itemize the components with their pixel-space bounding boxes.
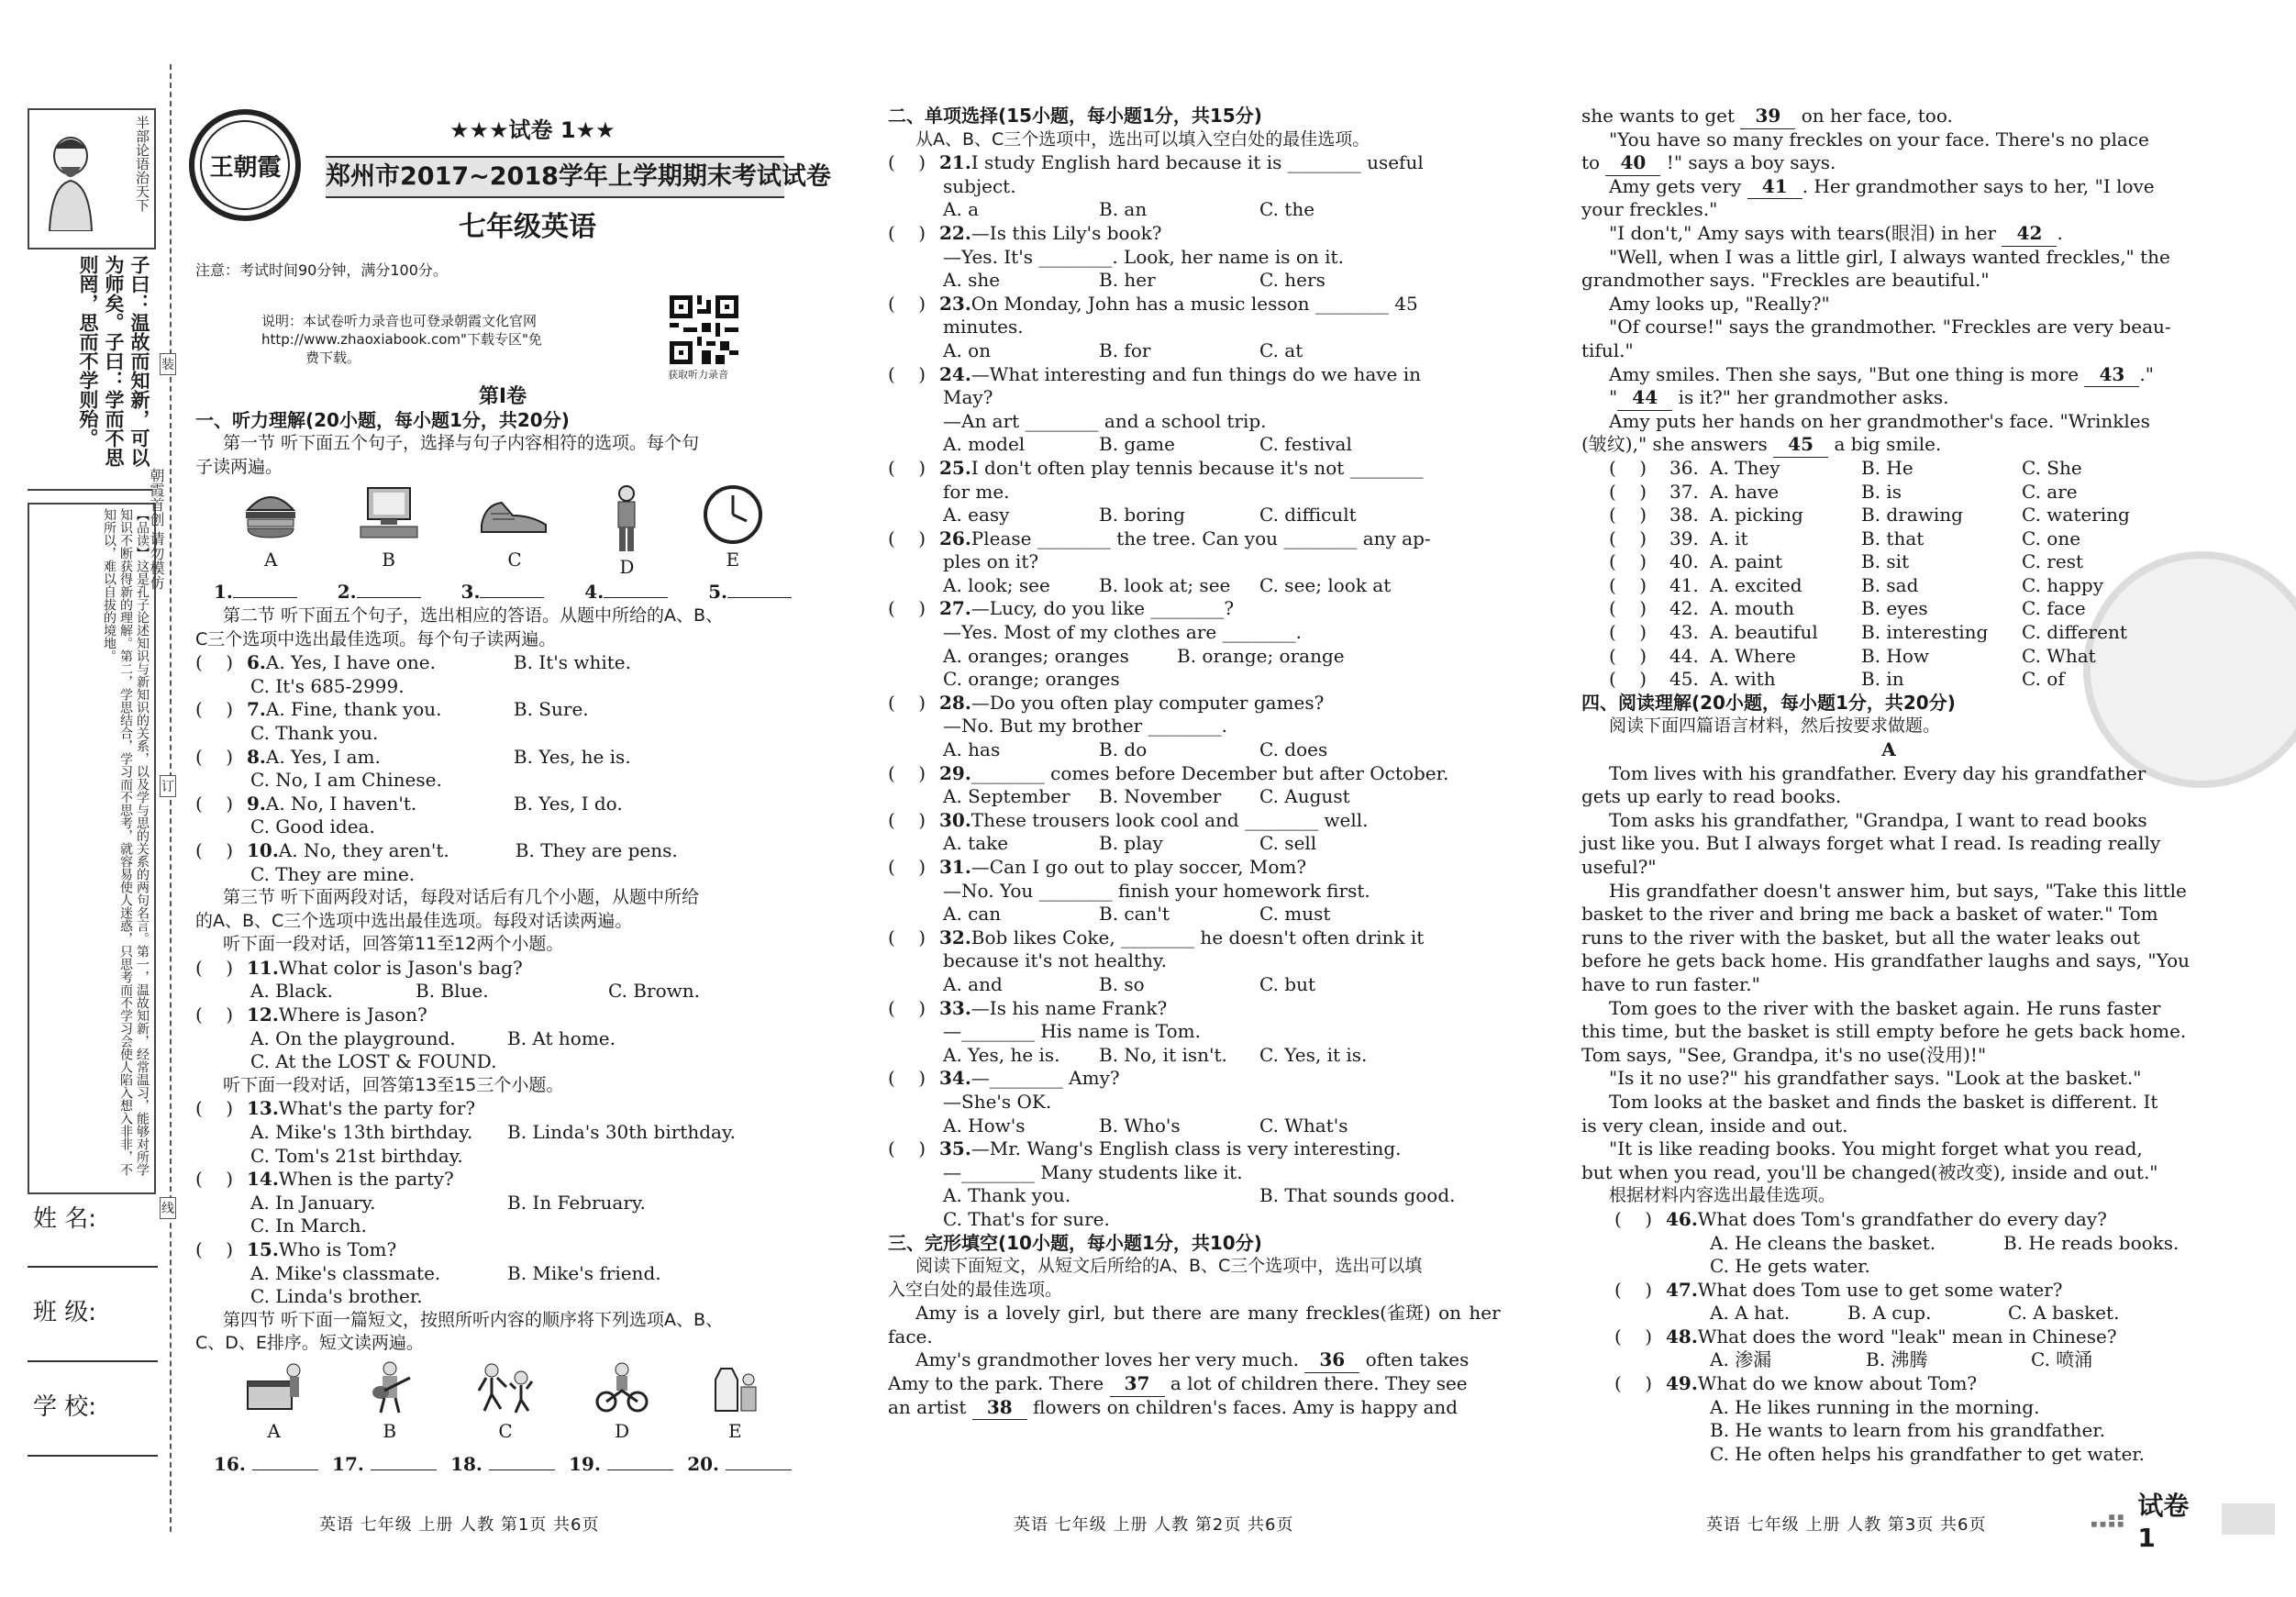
cloze-blank-36[interactable]: 36 [1304, 1348, 1359, 1373]
question-12[interactable]: ( ) 12. Where is Jason? [195, 1004, 427, 1026]
q31-options: A. can B. can't C. must [943, 903, 1331, 926]
cloze-inst-2: 入空白处的最佳选项。 [888, 1279, 1063, 1300]
picture-letter-d: D [619, 556, 635, 579]
passage-line: but when you read, you'll be changed(被改变), inside and out." [1581, 1160, 2158, 1183]
cloze-option-row[interactable]: ( ) 45. A. with B. in C. of [1609, 668, 2065, 691]
q10-option-c: C. They are mine. [250, 862, 416, 885]
section-cloze: 三、完形填空(10小题，每小题1分，共10分) [888, 1231, 1262, 1254]
question-32[interactable]: ( ) 32. Bob likes Coke, ________ he doesn't often drink it [888, 926, 1425, 948]
cloze-line-6: she wants to get 39 on her face, too. [1581, 105, 2196, 128]
cloze-line-14: Amy looks up, "Really?" [1609, 292, 1830, 315]
blank-17[interactable]: 17. [332, 1453, 437, 1477]
page1-footer: 英语 七年级 上册 人教 第1页 共6页 [319, 1515, 600, 1535]
class-label: 班 级: [33, 1299, 97, 1326]
name-field[interactable] [28, 1266, 158, 1268]
passage-line: Tom looks at the basket and finds the basket is different. It [1609, 1090, 2158, 1113]
computer-picture [357, 484, 421, 581]
reading-box [28, 503, 156, 1194]
page2-column [888, 105, 1503, 1419]
blank-20[interactable]: 20. [687, 1453, 792, 1477]
q22-line-2: —Yes. It's ________. Look, her name is on it. [943, 245, 1344, 268]
cloze-line-1: Amy is a lovely girl, but there are many freckles(雀斑) on her [915, 1302, 1501, 1325]
s3-inst-4: 听下面一段对话，回答第13至15三个小题。 [223, 1074, 564, 1095]
cloze-inst: 阅读下面短文，从短文后所给的A、B、C三个选项中，选出可以填 [915, 1256, 1423, 1277]
picture2-letter-c: C [498, 1419, 513, 1442]
passage-line: this time, but the basket is still empty before he gets back home. [1581, 1020, 2187, 1043]
passage-line: gets up early to read books. [1581, 785, 1842, 808]
question-35[interactable]: ( ) 35. —Mr. Wang's English class is very interesting. [888, 1137, 1402, 1160]
cloze-blank-39[interactable]: 39 [1740, 105, 1795, 129]
page1-column [195, 385, 810, 1477]
corner-gray-block [2222, 1503, 2275, 1535]
q28-line-2: —No. But my brother ________. [943, 715, 1227, 738]
q7-option-c: C. Thank you. [250, 721, 379, 744]
burger-picture [242, 484, 299, 581]
passage-line: just like you. But I always forget what I read. Is reading really [1581, 832, 2161, 855]
q15-options: A. Mike's classmate. B. Mike's friend. [250, 1261, 661, 1284]
q34-line-2: —She's OK. [943, 1090, 1052, 1113]
confucius-portrait [39, 130, 103, 231]
cloze-option-row[interactable]: ( ) 43. A. beautiful B. interesting C. different [1609, 621, 2127, 644]
q28-options: A. has B. do C. does [943, 738, 1328, 761]
binding-line [170, 64, 172, 1532]
boy-picture [608, 484, 645, 581]
cloze-option-row[interactable]: ( ) 40. A. paint B. sit C. rest [1609, 550, 2084, 573]
cloze-option-row[interactable]: ( ) 42. A. mouth B. eyes C. face [1609, 597, 2086, 620]
cloze-blank-45[interactable]: 45 [1773, 433, 1828, 458]
question-29[interactable]: ( ) 29. ________ comes before December but after October. [888, 761, 1449, 784]
q32-continued: because it's not healthy. [943, 949, 1167, 972]
passage-line: useful?" [1581, 856, 1657, 878]
question-9[interactable]: ( ) 9. A. No, I haven't. B. Yes, I do. [195, 792, 623, 815]
cloze-line-5: an artist 38 flowers on children's faces. Amy is happy and [888, 1396, 1503, 1420]
passage-line: Tom lives with his grandfather. Every day his grandfather [1609, 761, 2146, 784]
qr-code[interactable] [670, 295, 738, 364]
s4-inst: 第四节 听下面一篇短文，按照所听内容的顺序将下列选项A、B、 [223, 1309, 724, 1330]
cloze-line-11: "I don't," Amy says with tears(眼泪) in her 42 . [1581, 222, 2196, 246]
cloze-options [1581, 457, 2196, 692]
question-34[interactable]: ( ) 34. —________ Amy? [888, 1067, 1120, 1090]
question-25[interactable]: ( ) 25. I don't often play tennis because it's not ________ [888, 456, 1424, 479]
page3-column [1581, 105, 2196, 1466]
school-label: 学 校: [33, 1393, 97, 1421]
question-30[interactable]: ( ) 30. These trousers look cool and ________ well. [888, 808, 1369, 831]
q8-option-c: C. No, I am Chinese. [250, 769, 442, 792]
blank-3[interactable]: 3. [461, 581, 545, 604]
question-31[interactable]: ( ) 31. —Can I go out to play soccer, Mom? [888, 856, 1307, 878]
cloze-option-row[interactable]: ( ) 37. A. have B. is C. are [1609, 480, 2078, 503]
blank-18[interactable]: 18. [450, 1453, 555, 1477]
q23-options: A. on B. for C. at [943, 338, 1303, 361]
piano-picture [242, 1361, 306, 1453]
picture-letter-c: C [507, 549, 522, 571]
cloze-line-7: "You have so many freckles on your face. There's no place [1609, 128, 2149, 150]
s3-inst-3: 听下面一段对话，回答第11至12两个小题。 [223, 934, 564, 955]
q35-option-c: C. That's for sure. [943, 1207, 1110, 1230]
motto-text: 半部论语治天下 [134, 116, 150, 212]
q21-options: A. a B. an C. the [943, 198, 1315, 221]
question-47[interactable]: ( ) 47. What does Tom use to get some water? [1614, 1278, 2063, 1301]
cloze-blank-44[interactable]: 44 [1617, 386, 1672, 411]
cloze-line-4: Amy to the park. There 37 a lot of children there. They see [888, 1372, 1503, 1396]
seal-char-3: 线 [160, 1197, 176, 1219]
q12-option-c: C. At the LOST & FOUND. [250, 1050, 497, 1073]
cloze-line-9: Amy gets very 41 . Her grandmother says to her, "I love [1581, 175, 2196, 199]
s4-inst-2: C、D、E排序。短文读两遍。 [195, 1333, 424, 1354]
cloze-line-12: "Well, when I was a little girl, I always wanted freckles," the [1609, 245, 2170, 268]
q24-continued: May? [943, 386, 993, 409]
q24-line-2: —An art ________ and a school trip. [943, 409, 1267, 432]
q6-option-c: C. It's 685-2999. [250, 674, 405, 697]
cloze-line-13: grandmother says. "Freckles are beautiful." [1581, 269, 1990, 292]
cloze-line-15: "Of course!" says the grandmother. "Freckles are very beau- [1609, 316, 2171, 338]
cloze-blank-41[interactable]: 41 [1747, 175, 1802, 200]
reading-text: 【品读】这是孔子论述知识与新知识的关系，以及学与思的关系的两句名言。第一，温故知新，经常温习，能够对所学知识不断获得新的理解。第二，学思结合，学习而不思考，就容易使人迷惑，只思考而不学习会使人陷入想入非非，不知所以，难以自拔的境地。 [102, 508, 150, 1176]
question-15[interactable]: ( ) 15. Who is Tom? [195, 1238, 397, 1260]
page2-footer: 英语 七年级 上册 人教 第2页 共6页 [1014, 1515, 1294, 1535]
part-title: 第Ⅰ卷 [478, 385, 527, 408]
s1-inst-2: 子读两遍。 [195, 456, 283, 477]
exam-subtitle: 七年级英语 [459, 211, 596, 243]
picture-row-2 [195, 1356, 810, 1453]
listening-desc [261, 312, 542, 367]
s2-inst: 第二节 听下面五个句子，选出相应的答语。从题中所给的A、B、 [223, 604, 724, 626]
q49-option-c: C. He often helps his grandfather to get water. [1710, 1442, 2146, 1465]
q30-options: A. take B. play C. sell [943, 832, 1317, 855]
shoes-picture [478, 484, 551, 581]
question-21[interactable]: ( ) 21. I study English hard because it is ________ useful [888, 151, 1424, 174]
passage-line: Tom says, "See, Grandpa, it's no use(没用)!" [1581, 1043, 1987, 1066]
section-single-choice: 二、单项选择(15小题，每小题1分，共15分) [888, 105, 1262, 127]
q32-options: A. and B. so C. but [943, 972, 1316, 995]
q35-options: A. Thank you. B. That sounds good. [943, 1184, 1456, 1207]
q14-options: A. In January. B. In February. [250, 1191, 646, 1214]
seal-char-2: 订 [160, 775, 176, 797]
cloze-line-16: tiful." [1581, 338, 1634, 361]
q24-options: A. model B. game C. festival [943, 433, 1352, 456]
question-28[interactable]: ( ) 28. —Do you often play computer games? [888, 691, 1325, 714]
passage-line: basket to the river and bring me back a basket of water." Tom [1581, 903, 2158, 926]
cloze-blank-43[interactable]: 43 [2084, 363, 2139, 388]
cloze-blank-40[interactable]: 40 [1605, 151, 1660, 176]
q27-options: A. oranges; oranges B. orange; orange [943, 644, 1345, 667]
milk-picture [706, 1361, 763, 1453]
question-10[interactable]: ( ) 10. A. No, they aren't. B. They are pens. [195, 838, 678, 861]
corner-dots-icon [2091, 1509, 2130, 1529]
q11-options: A. Black. B. Blue. C. Brown. [250, 980, 700, 1003]
question-48[interactable]: ( ) 48. What does the word "leak" mean in Chinese? [1614, 1325, 2117, 1347]
blank-2[interactable]: 2. [338, 581, 421, 604]
passage-line: Tom asks his grandfather, "Grandpa, I want to read books [1609, 808, 2147, 831]
picture-letter-a: A [263, 549, 278, 571]
cloze-line-2: face. [888, 1325, 933, 1347]
q29-options: A. September B. November C. August [943, 785, 1350, 808]
question-49[interactable]: ( ) 49. What do we know about Tom? [1614, 1372, 1978, 1395]
picture2-letter-b: B [383, 1419, 397, 1442]
cloze-option-row[interactable]: ( ) 44. A. Where B. How C. What [1609, 644, 2096, 667]
q35-line-2: —________ Many students like it. [943, 1160, 1243, 1183]
cloze-line-18: " 44 is it?" her grandmother asks. [1581, 386, 2196, 410]
passage-line: "It is like reading books. You might forget what you read, [1609, 1137, 2143, 1160]
clock-picture [703, 484, 763, 581]
cloze-option-row[interactable]: ( ) 41. A. excited B. sad C. happy [1609, 573, 2104, 596]
section-reading: 四、阅读理解(20小题，每小题1分，共20分) [1581, 691, 1956, 714]
confucius-quote: 子曰：温故而知新，可以为师矣。子曰：学而不思则罔，思而不学则殆。 [77, 255, 150, 467]
q13-option-c: C. Tom's 21st birthday. [250, 1144, 463, 1167]
q25-continued: for me. [943, 480, 1010, 503]
publisher-logo [188, 108, 303, 223]
bike-picture [593, 1361, 650, 1453]
desc-line-2: http://www.zhaoxiabook.com"下载专区"免 [261, 331, 542, 348]
q27-line-2: —Yes. Most of my clothes are ________. [943, 621, 1302, 644]
cloze-line-19: Amy puts her hands on her grandmother's face. "Wrinkles [1609, 409, 2150, 432]
q31-line-2: —No. You ________ finish your homework first. [943, 879, 1370, 902]
blank-19[interactable]: 19. [569, 1453, 673, 1477]
quote-box [28, 255, 152, 491]
single-choice-inst: 从A、B、C三个选项中，选出可以填入空白处的最佳选项。 [915, 128, 1370, 150]
motto-box [28, 108, 156, 250]
paper-tag: ★★★试卷 1★★ [449, 117, 616, 143]
question-6[interactable]: ( ) 6. A. Yes, I have one. B. It's white. [195, 651, 631, 674]
q47-options: A. A hat. B. A cup. C. A basket. [1710, 1302, 2120, 1325]
picture2-letter-a: A [267, 1419, 281, 1442]
s3-inst: 第三节 听下面两段对话，每段对话后有几个小题，从题中所给 [223, 887, 700, 908]
reading-question-inst: 根据材料内容选出最佳选项。 [1609, 1185, 1836, 1206]
answer-blanks-1 [195, 581, 810, 604]
q26-continued: ples on it? [943, 550, 1039, 573]
cloze-line-10: your freckles." [1581, 198, 1718, 221]
question-22[interactable]: ( ) 22. —Is this Lily's book? [888, 221, 1162, 244]
q46-options: A. He cleans the basket. B. He reads books. [1710, 1231, 2180, 1254]
passage-line: runs to the river with the basket, but all the water leaks out [1581, 926, 2141, 948]
guitar-picture [362, 1361, 417, 1453]
question-14[interactable]: ( ) 14. When is the party? [195, 1168, 454, 1191]
cloze-option-row[interactable]: ( ) 36. A. They B. He C. She [1609, 456, 2082, 479]
picture2-letter-e: E [728, 1419, 742, 1442]
cloze-line-8: to 40 !" says a boy says. [1581, 151, 2196, 175]
q13-options: A. Mike's 13th birthday. B. Linda's 30th birthday. [250, 1121, 736, 1144]
sidebar [28, 108, 156, 1421]
cloze-option-row[interactable]: ( ) 39. A. it B. that C. one [1609, 527, 2081, 549]
passage-line: His grandfather doesn't answer him, but says, "Take this little [1609, 879, 2187, 902]
q49-option-a: A. He likes running in the morning. [1710, 1395, 2040, 1418]
q33-line-2: —________ His name is Tom. [943, 1020, 1201, 1043]
blank-1[interactable]: 1. [214, 581, 297, 604]
question-7[interactable]: ( ) 7. A. Fine, thank you. B. Sure. [195, 698, 589, 721]
cloze-option-row[interactable]: ( ) 38. A. picking B. drawing C. watering [1609, 504, 2130, 527]
seal-char-1: 装 [160, 353, 176, 375]
picture-row-1 [195, 479, 810, 581]
page3-footer: 英语 七年级 上册 人教 第3页 共6页 [1706, 1515, 1987, 1535]
passage-line: have to run faster." [1581, 972, 1760, 995]
blank-5[interactable]: 5. [708, 581, 792, 604]
q12-options: A. On the playground. B. At home. [250, 1026, 616, 1049]
picture-letter-e: E [726, 549, 740, 571]
question-13[interactable]: ( ) 13. What's the party for? [195, 1097, 476, 1120]
corner-tag [2091, 1490, 2275, 1553]
cloze-blank-37[interactable]: 37 [1110, 1372, 1165, 1397]
reading-inst: 阅读下面四篇语言材料，然后按要求做题。 [1609, 715, 1941, 737]
question-27[interactable]: ( ) 27. —Lucy, do you like ________? [888, 597, 1235, 620]
passage-line: before he gets back home. His grandfather laughs and says, "You [1581, 949, 2190, 972]
s1-inst: 第一节 听下面五个句子，选择与句子内容相符的选项。每个句 [223, 433, 700, 454]
question-8[interactable]: ( ) 8. A. Yes, I am. B. Yes, he is. [195, 745, 631, 768]
cloze-line-17: Amy smiles. Then she says, "But one thing is more 43 ." [1581, 363, 2196, 387]
q21-continued: subject. [943, 174, 1016, 197]
cloze-blank-42[interactable]: 42 [2002, 222, 2057, 247]
passage-label: A [1881, 738, 1896, 761]
q33-options: A. Yes, he is. B. No, it isn't. C. Yes, it is. [943, 1043, 1368, 1066]
question-23[interactable]: ( ) 23. On Monday, John has a music lesson ________ 45 [888, 292, 1418, 315]
question-33[interactable]: ( ) 33. —Is his name Frank? [888, 996, 1168, 1019]
logo-text: 王朝霞 [209, 154, 282, 182]
blank-16[interactable]: 16. [214, 1453, 318, 1477]
q9-option-c: C. Good idea. [250, 815, 375, 838]
q26-options: A. look; see B. look at; see C. see; look at [943, 573, 1392, 596]
section-listening: 一、听力理解(20小题，每小题1分，共20分) [195, 408, 570, 431]
blank-4[interactable]: 4. [584, 581, 668, 604]
school-field[interactable] [28, 1455, 158, 1457]
playing-picture [473, 1361, 538, 1453]
question-24[interactable]: ( ) 24. —What interesting and fun things do we have in [888, 362, 1422, 385]
warning-text: 朝霞首创 请勿模仿 [148, 468, 165, 591]
passage-line: "Is it no use?" his grandfather says. "Look at the basket." [1609, 1067, 2142, 1090]
q23-continued: minutes. [943, 316, 1024, 338]
name-label: 姓 名: [33, 1205, 97, 1233]
picture-letter-b: B [382, 549, 395, 571]
q34-options: A. How's B. Who's C. What's [943, 1114, 1348, 1137]
q46-option-c: C. He gets water. [1710, 1255, 1870, 1278]
picture2-letter-d: D [615, 1419, 630, 1442]
desc-line-3: 费下载。 [305, 349, 361, 366]
passage-line: Tom goes to the river with the basket again. He runs faster [1609, 996, 2161, 1019]
corner-paper-tag: 试卷 1 [2137, 1490, 2190, 1553]
cloze-line-20: (皱纹)," she answers 45 a big smile. [1581, 433, 2196, 457]
exam-title: 郑州市2017~2018学年上学期期末考试试卷 [326, 156, 784, 198]
q48-options: A. 渗漏 B. 沸腾 C. 喷涌 [1710, 1348, 2093, 1371]
q25-options: A. easy B. boring C. difficult [943, 504, 1357, 527]
q14-option-c: C. In March. [250, 1214, 367, 1237]
q22-options: A. she B. her C. hers [943, 269, 1325, 292]
answer-blanks-2 [195, 1453, 810, 1477]
desc-line-1: 说明：本试卷听力录音也可登录朝霞文化官网 [261, 313, 538, 329]
question-46[interactable]: ( ) 46. What does Tom's grandfather do every day? [1614, 1207, 2107, 1230]
q15-option-c: C. Linda's brother. [250, 1285, 423, 1308]
passage-line: is very clean, inside and out. [1581, 1114, 1848, 1137]
question-26[interactable]: ( ) 26. Please ________ the tree. Can you ________ any ap- [888, 527, 1431, 549]
q49-option-b: B. He wants to learn from his grandfather. [1710, 1419, 2106, 1442]
exam-note: 注意：考试时间90分钟，满分100分。 [195, 261, 448, 279]
question-11[interactable]: ( ) 11. What color is Jason's bag? [195, 956, 523, 979]
cloze-line-3: Amy's grandmother loves her very much. 36 often takes [888, 1348, 1503, 1372]
qr-caption: 获取听力录音 [668, 369, 728, 381]
s2-inst-2: C三个选项中选出最佳选项。每个句子读两遍。 [195, 628, 557, 649]
cloze-blank-38[interactable]: 38 [972, 1396, 1027, 1421]
class-field[interactable] [28, 1360, 158, 1362]
s3-inst-2: 的A、B、C三个选项中选出最佳选项。每段对话读两遍。 [195, 910, 633, 931]
q27-option-c: C. orange; oranges [943, 668, 1120, 691]
